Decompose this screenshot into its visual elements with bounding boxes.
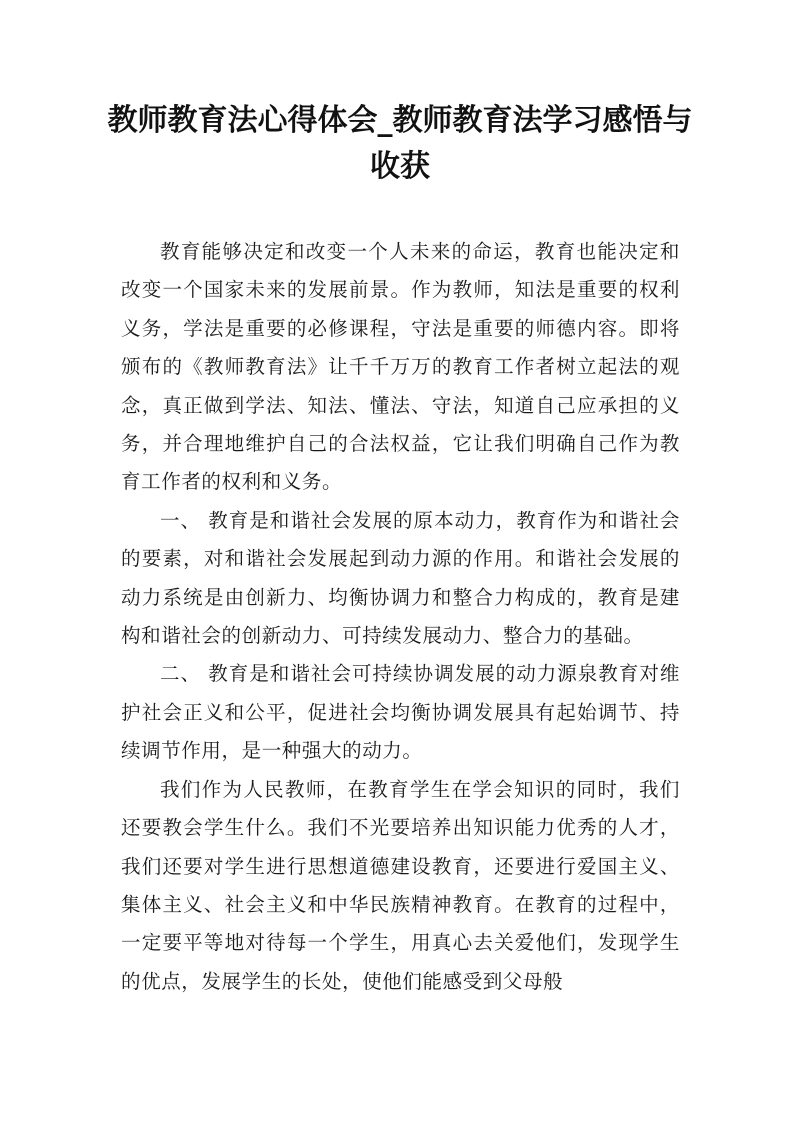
document-title: 教师教育法心得体会_教师教育法学习感悟与收获 [107,103,693,184]
paragraph-teachers-role: 我们作为人民教师，在教育学生在学会知识的同时，我们还要教会学生什么。我们不光要培养出知识能力优秀的人才，我们还要对学生进行思想道德建设教育，还要进行爱国主义、集体主义、社会主义和中华民族精神教育。在教育的过程中，一定要平等地对待每一个学生，用真心去关爱他们，发现学生的优点，发展学生的长处，使他们能感受到父母般 [121,777,680,993]
paragraph-point-one: 一、 教育是和谐社会发展的原本动力，教育作为和谐社会的要素，对和谐社会发展起到动力源的作用。和谐社会发展的动力系统是由创新力、均衡协调力和整合力构成的，教育是建构和谐社会的创新动力、可持续发展动力、整合力的基础。 [121,508,680,648]
paragraph-intro: 教育能够决定和改变一个人未来的命运，教育也能决定和改变一个国家未来的发展前景。作为教师，知法是重要的权利义务，学法是重要的必修课程，守法是重要的师德内容。即将颁布的《教师教育法》让千千万万的教育工作者树立起法的观念，真正做到学法、知法、懂法、守法，知道自己应承担的义务，并合理地维护自己的合法权益，它让我们明确自己作为教育工作者的权利和义务。 [121,240,680,494]
paragraph-point-two: 二、 教育是和谐社会可持续协调发展的动力源泉教育对维护社会正义和公平，促进社会均衡协调发展具有起始调节、持续调节作用，是一种强大的动力。 [121,662,680,763]
document-body [121,233,680,1001]
